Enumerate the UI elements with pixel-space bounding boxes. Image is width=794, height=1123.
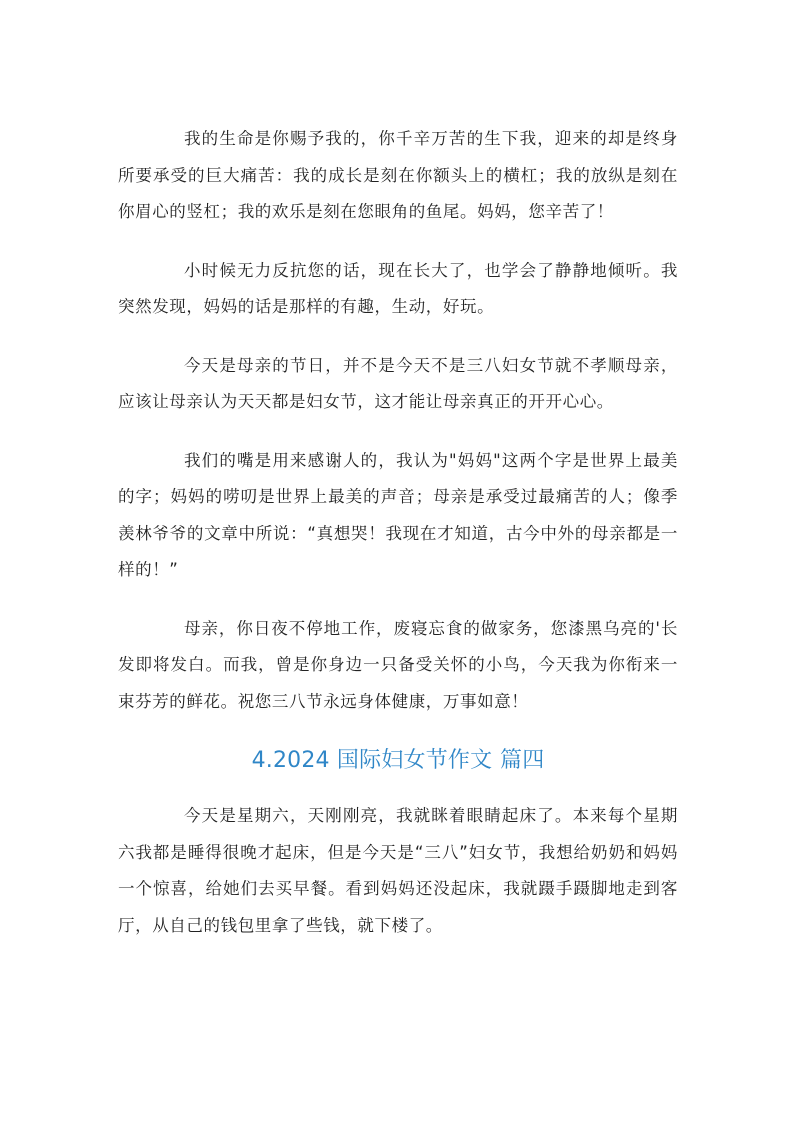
section-heading xyxy=(118,742,678,780)
section-heading-subtitle: 篇四 xyxy=(500,748,545,773)
paragraph: 我的生命是你赐予我的，你千辛万苦的生下我，迎来的却是终身所要承受的巨大痛苦：我的成长是刻在你额头上的横杠；我的放纵是刻在你眉心的竖杠；我的欢乐是刻在您眼角的鱼尾。妈妈，您辛苦了！ xyxy=(118,129,678,221)
paragraph: 小时候无力反抗您的话，现在长大了，也学会了静静地倾听。我突然发现，妈妈的话是那样的有趣，生动，好玩。 xyxy=(118,260,678,316)
paragraph: 今天是星期六，天刚刚亮，我就眯着眼睛起床了。本来每个星期六我都是睡得很晚才起床，但是今天是“三八”妇女节，我想给奶奶和妈妈一个惊喜，给她们去买早餐。看到妈妈还没起床，我就蹑手蹑脚地走到客厅，从自己的钱包里拿了些钱，就下楼了。 xyxy=(118,806,678,935)
section-heading-title: 4.2024 国际妇女节作文 xyxy=(251,748,493,773)
paragraph: 母亲，你日夜不停地工作，废寝忘食的做家务，您漆黑乌亮的'长发即将发白。而我，曾是你身边一只备受关怀的小鸟，今天我为你衔来一束芬芳的鲜花。祝您三八节永远身体健康，万事如意！ xyxy=(118,618,678,711)
paragraph: 今天是母亲的节日，并不是今天不是三八妇女节就不孝顺母亲，应该让母亲认为天天都是妇女节，这才能让母亲真正的开开心心。 xyxy=(118,355,678,411)
paragraph: 我们的嘴是用来感谢人的，我认为"妈妈"这两个字是世界上最美的字；妈妈的唠叨是世界上最美的声音；母亲是承受过最痛苦的人；像季羡林爷爷的文章中所说：“真想哭！我现在才知道，古今中外的母亲都是一样的！” xyxy=(118,450,678,579)
document-body xyxy=(118,121,678,966)
